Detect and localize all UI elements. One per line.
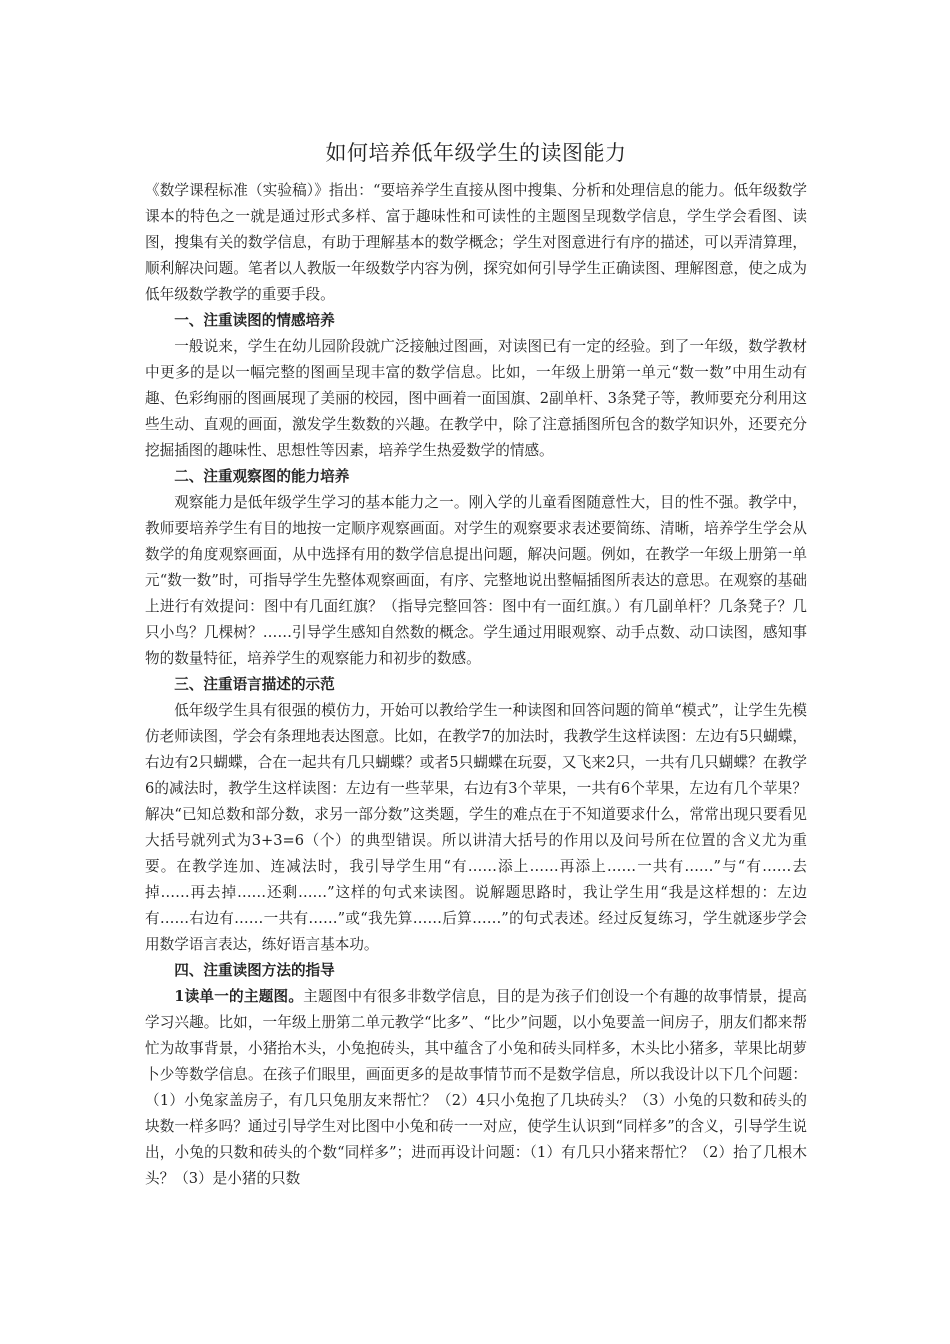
section-heading-3: 三、注重语言描述的示范 (174, 676, 335, 693)
subsection-body: 主题图中有很多非数学信息，目的是为孩子们创设一个有趣的故事情景，提高学习兴趣。比如，一年级上册第二单元教学“比多”、“比少”问题，以小兔要盖一间房子，朋友们都来帮忙为故事背景，小猪抬木头，小兔抱砖头，其中蕴含了小兔和砖头同样多，木头比小猪多，苹果比胡萝卜少等数学信息。在孩子们眼里，画面更多的是故事情节而不是数学信息，所以我设计以下几个问题：（1）小兔家盖房子，有几只兔朋友来帮忙？（2）4只小兔抱了几块砖头？（3）小兔的只数和砖头的块数一样多吗？通过引导学生对比图中小兔和砖一一对应，使学生认识到“同样多”的含义，引导学生说出，小兔的只数和砖头的个数“同样多”；进而再设计问题：（1）有几只小猪来帮忙？（2）抬了几根木头？（3）是小猪的只数 (145, 988, 807, 1187)
section-body-4 (145, 984, 807, 1192)
section-body-2: 观察能力是低年级学生学习的基本能力之一。刚入学的儿童看图随意性大，目的性不强。教学中，教师要培养学生有目的地按一定顺序观察画面。对学生的观察要求表述要简练、清晰，培养学生学会从数学的角度观察画面，从中选择有用的数学信息提出问题，解决问题。例如，在教学一年级上册第一单元“数一数”时，可指导学生先整体观察画面，有序、完整地说出整幅插图所表达的意思。在观察的基础上进行有效提问：图中有几面红旗？（指导完整回答：图中有一面红旗。）有几副单杆？几条凳子？几只小鸟？几棵树？……引导学生感知自然数的概念。学生通过用眼观察、动手点数、动口读图，感知事物的数量特征，培养学生的观察能力和初步的数感。 (145, 494, 807, 667)
section-body-3: 低年级学生具有很强的模仿力，开始可以教给学生一种读图和回答问题的简单“模式”，让学生先模仿老师读图，学会有条理地表达图意。比如，在教学7的加法时，我教学生这样读图：左边有5只蝴蝶，右边有2只蝴蝶，合在一起共有几只蝴蝶？或者5只蝴蝶在玩耍，又飞来2只，一共有几只蝴蝶？在教学6的减法时，教学生这样读图：左边有一些苹果，右边有3个苹果，一共有6个苹果，左边有几个苹果？解决“已知总数和部分数，求另一部分数”这类题，学生的难点在于不知道要求什么，常常出现只要看见大括号就列式为3+3=6（个）的典型错误。所以讲清大括号的作用以及问号所在位置的含义尤为重要。在教学连加、连减法时，我引导学生用“有……添上……再添上……一共有……”与“有……去掉……再去掉……还剩……”这样的句式来读图。说解题思路时，我让学生用“我是这样想的：左边有……右边有……一共有……”或“我先算……后算……”的句式表述。经过反复练习，学生就逐步学会用数学语言表达，练好语言基本功。 (145, 702, 807, 953)
subsection-lead: 1读单一的主题图。 (174, 988, 304, 1005)
section-heading-4: 四、注重读图方法的指导 (174, 962, 335, 979)
section-body-1: 一般说来，学生在幼儿园阶段就广泛接触过图画，对读图已有一定的经验。到了一年级，数学教材中更多的是以一幅完整的图画呈现丰富的数学信息。比如，一年级上册第一单元“数一数”中用生动有趣、色彩绚丽的图画展现了美丽的校园，图中画着一面国旗、2副单杆、3条凳子等，教师要充分利用这些生动、直观的画面，激发学生数数的兴趣。在教学中，除了注意插图所包含的数学知识外，还要充分挖掘插图的趣味性、思想性等因素，培养学生热爱数学的情感。 (145, 338, 807, 459)
page-title: 如何培养低年级学生的读图能力 (325, 141, 627, 165)
section-heading-1: 一、注重读图的情感培养 (174, 312, 335, 329)
intro-paragraph: 《数学课程标准（实验稿）》指出：“要培养学生直接从图中搜集、分析和处理信息的能力。低年级数学课本的特色之一就是通过形式多样、富于趣味性和可读性的主题图呈现数学信息，学生学会看图、读图，搜集有关的数学信息，有助于理解基本的数学概念；学生对图意进行有序的描述，可以弄清算理，顺利解决问题。笔者以人教版一年级数学内容为例，探究如何引导学生正确读图、理解图意，使之成为低年级数学教学的重要手段。 (145, 182, 807, 303)
section-heading-2: 二、注重观察图的能力培养 (174, 468, 350, 485)
document-page (145, 128, 807, 1192)
